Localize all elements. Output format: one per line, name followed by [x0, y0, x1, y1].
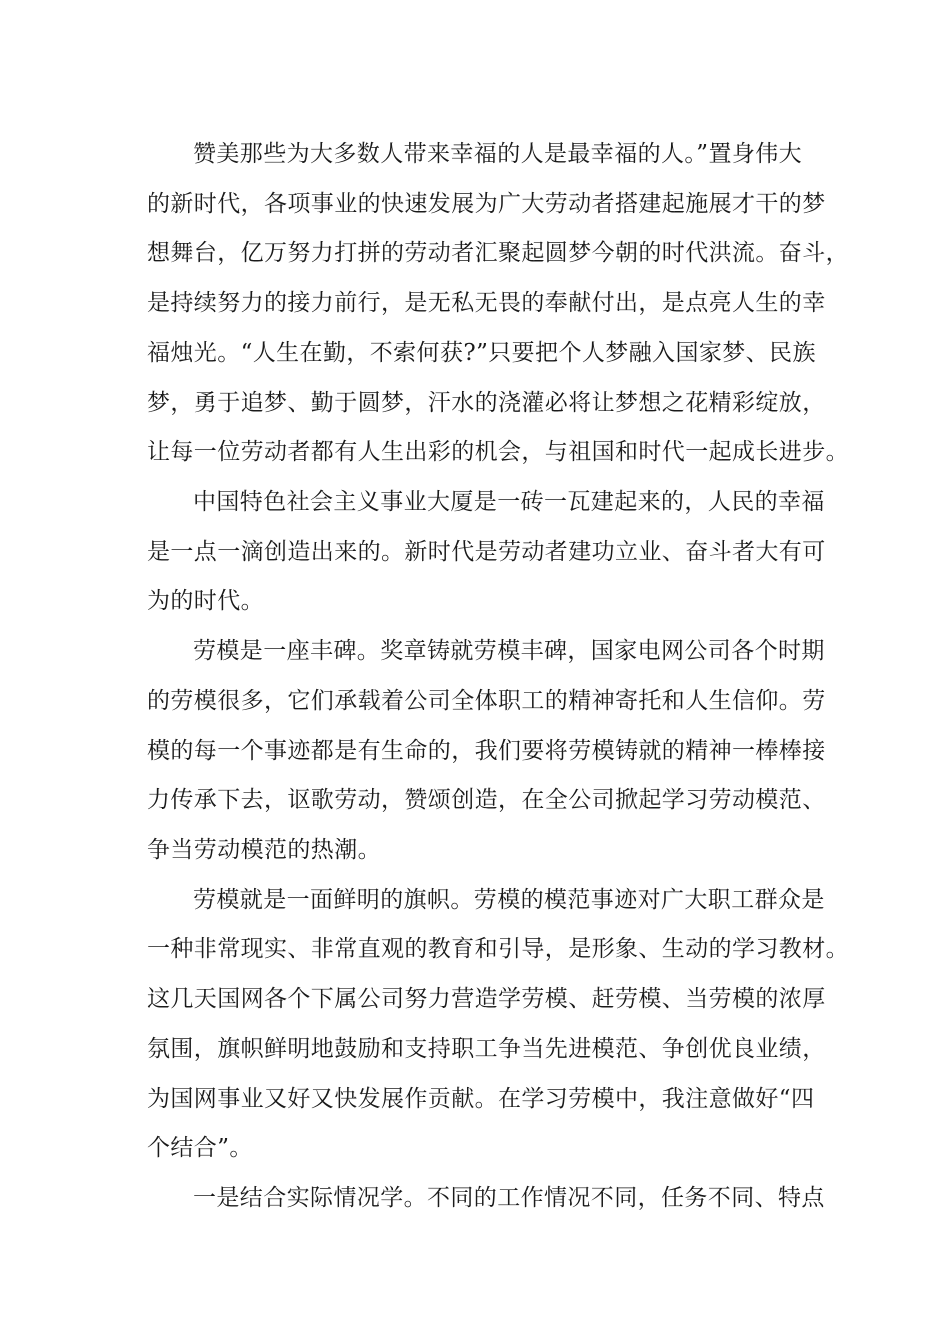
paragraph-2-line-2: 是一点一滴创造出来的。新时代是劳动者建功立业、奋斗者大有可: [147, 539, 826, 565]
paragraph-5-line-1: 一是结合实际情况学。不同的工作情况不同，任务不同、特点: [193, 1185, 825, 1211]
paragraph-2-line-3: 为的时代。: [147, 588, 264, 614]
paragraph-3-line-1: 劳模是一座丰碑。奖章铸就劳模丰碑，国家电网公司各个时期: [193, 638, 825, 664]
paragraph-1-line-6: 梦，勇于追梦、勤于圆梦，汗水的浇灌必将让梦想之花精彩绽放，: [147, 390, 826, 416]
paragraph-3-line-3: 模的每一个事迹都是有生命的，我们要将劳模铸就的精神一棒棒接: [147, 738, 826, 764]
paragraph-1-line-1: 赞美那些为大多数人带来幸福的人是最幸福的人。”置身伟大: [193, 141, 803, 167]
paragraph-4-line-2: 一种非常现实、非常直观的教育和引导，是形象、生动的学习教材。: [147, 936, 849, 962]
paragraph-1-line-4: 是持续努力的接力前行，是无私无畏的奉献付出，是点亮人生的幸: [147, 290, 826, 316]
paragraph-4-line-3: 这几天国网各个下属公司努力营造学劳模、赶劳模、当劳模的浓厚: [147, 986, 826, 1012]
paragraph-3-line-2: 的劳模很多，它们承载着公司全体职工的精神寄托和人生信仰。劳: [147, 688, 826, 714]
paragraph-2-line-1: 中国特色社会主义事业大厦是一砖一瓦建起来的，人民的幸福: [193, 489, 825, 515]
paragraph-1-line-3: 想舞台，亿万努力打拼的劳动者汇聚起圆梦今朝的时代洪流。奋斗，: [147, 240, 849, 266]
paragraph-4-line-4: 氛围，旗帜鲜明地鼓励和支持职工争当先进模范、争创优良业绩，: [147, 1036, 826, 1062]
paragraph-1-line-7: 让每一位劳动者都有人生出彩的机会，与祖国和时代一起成长进步。: [147, 439, 849, 465]
paragraph-3-line-4: 力传承下去，讴歌劳动，赞颂创造，在全公司掀起学习劳动模范、: [147, 787, 826, 813]
paragraph-4-line-6: 个结合”。: [147, 1135, 253, 1161]
paragraph-1-line-5: 福烛光。“人生在勤，不索何获?”只要把个人梦融入国家梦、民族: [147, 340, 816, 366]
paragraph-4-line-1: 劳模就是一面鲜明的旗帜。劳模的模范事迹对广大职工群众是: [193, 887, 825, 913]
paragraph-1-line-2: 的新时代，各项事业的快速发展为广大劳动者搭建起施展才干的梦: [147, 191, 826, 217]
paragraph-4-line-5: 为国网事业又好又快发展作贡献。在学习劳模中，我注意做好“四: [147, 1086, 815, 1112]
paragraph-3-line-5: 争当劳动模范的热潮。: [147, 837, 381, 863]
